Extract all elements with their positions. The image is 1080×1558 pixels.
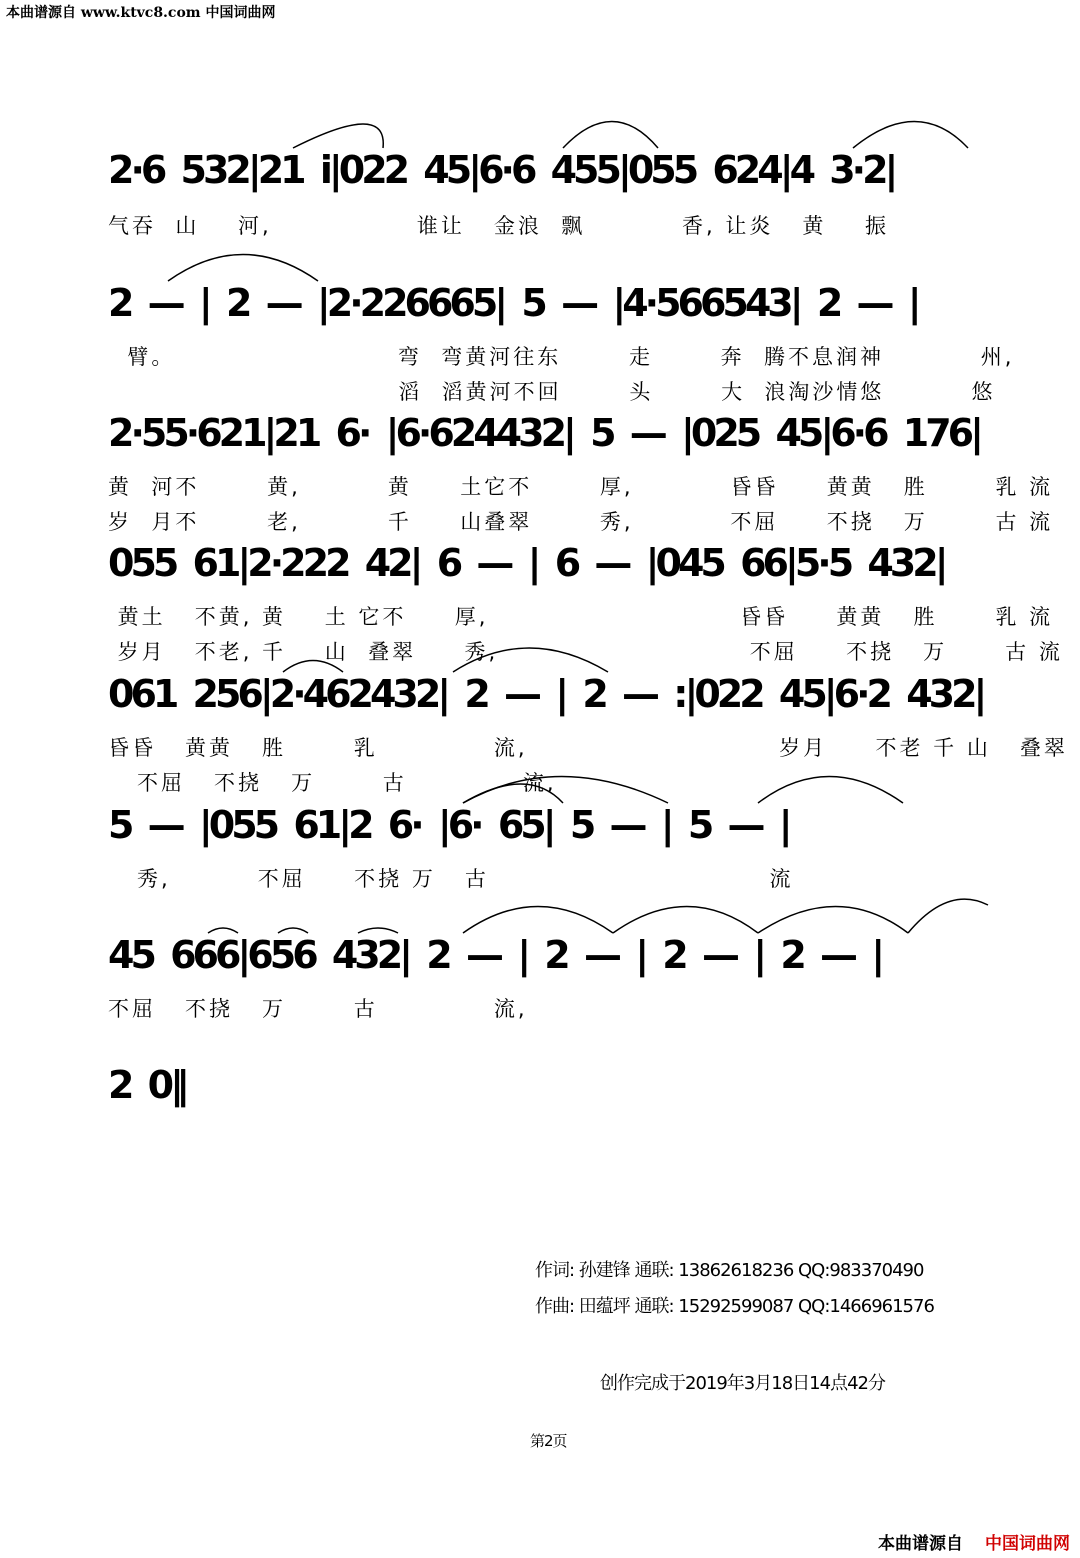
footer-source-label: 本曲谱源自 <box>878 1534 963 1554</box>
score-system-2 <box>108 281 1015 404</box>
score-system-1 <box>108 150 988 240</box>
notation-line: 2 — | 2 — |2·226665| 5 — |4·566543| 2 — | <box>108 281 918 325</box>
composer-credit: 作曲: 田蕴坪 通联: 15292599087 QQ:1466961576 <box>535 1296 934 1317</box>
notation-line: 5 — |055 61|2 6· |6· 65| 5 — | 5 — | <box>108 803 789 847</box>
notation-line: 45 666|656 432| 2 — | 2 — | 2 — | 2 — | <box>108 933 882 977</box>
lyric-line: 黄土 不黄, 黄 土 它不 厚, 昏昏 黄黄 胜 乳 流 <box>108 605 1054 629</box>
notation-line: 2 0‖ <box>108 1063 186 1107</box>
score-system-8 <box>108 1065 988 1125</box>
page-number: 第2页 <box>530 1432 567 1450</box>
score-system-3 <box>108 411 1054 534</box>
footer-site-link[interactable]: 中国词曲网 <box>985 1534 1070 1554</box>
lyric-line: 秀, 不屈 不挠 万 古 流 <box>108 867 794 891</box>
lyric-line: 不屈 不挠 万 古 流, <box>108 771 557 795</box>
page-header: 本曲谱源自 www.ktvc8.com 中国词曲网 <box>6 5 276 21</box>
notation-line: 2·6 532|21 i|022 45|6·6 455|055 624|4 3·2| <box>108 148 895 192</box>
lyric-line: 黄 河不 黄, 黄 土它不 厚, 昏昏 黄黄 胜 乳 流 <box>108 475 1054 499</box>
lyric-line: 岁 月不 老, 千 山叠翠 秀, 不屈 不挠 万 古 流 <box>108 510 1054 534</box>
score-system-7 <box>108 935 988 1025</box>
notation-line: 055 61|2·222 42| 6 — | 6 — |045 66|5·5 432| <box>108 541 945 585</box>
lyric-line: 昏昏 黄黄 胜 乳 流, 岁月 不老 千 山 叠翠 <box>108 736 1068 760</box>
completion-date: 创作完成于2019年3月18日14点42分 <box>600 1373 885 1394</box>
lyric-line: 滔 滔黄河不回 头 大 浪淘沙情悠 悠 <box>108 380 996 404</box>
notation-line: 061 256|2·462432| 2 — | 2 — :|022 45|6·2 432| <box>108 672 984 716</box>
lyric-line: 气吞 山 河, 谁让 金浪 飘 香, 让炎 黄 振 <box>108 214 890 238</box>
lyric-line: 岁月 不老, 千 山 叠翠 秀, 不屈 不挠 万 古 流 <box>108 640 1063 664</box>
lyric-line: 不屈 不挠 万 古 流, <box>108 997 528 1021</box>
notation-line: 2·55·621|21 6· |6·624432| 5 — |025 45|6·6 176| <box>108 411 980 455</box>
lyric-line: 臂。 弯 弯黄河往东 走 奔 腾不息润神 州, <box>108 345 1015 369</box>
page-footer <box>878 1529 1070 1554</box>
lyricist-credit: 作词: 孙建锋 通联: 13862618236 QQ:983370490 <box>535 1260 924 1281</box>
score-system-6 <box>108 805 988 895</box>
